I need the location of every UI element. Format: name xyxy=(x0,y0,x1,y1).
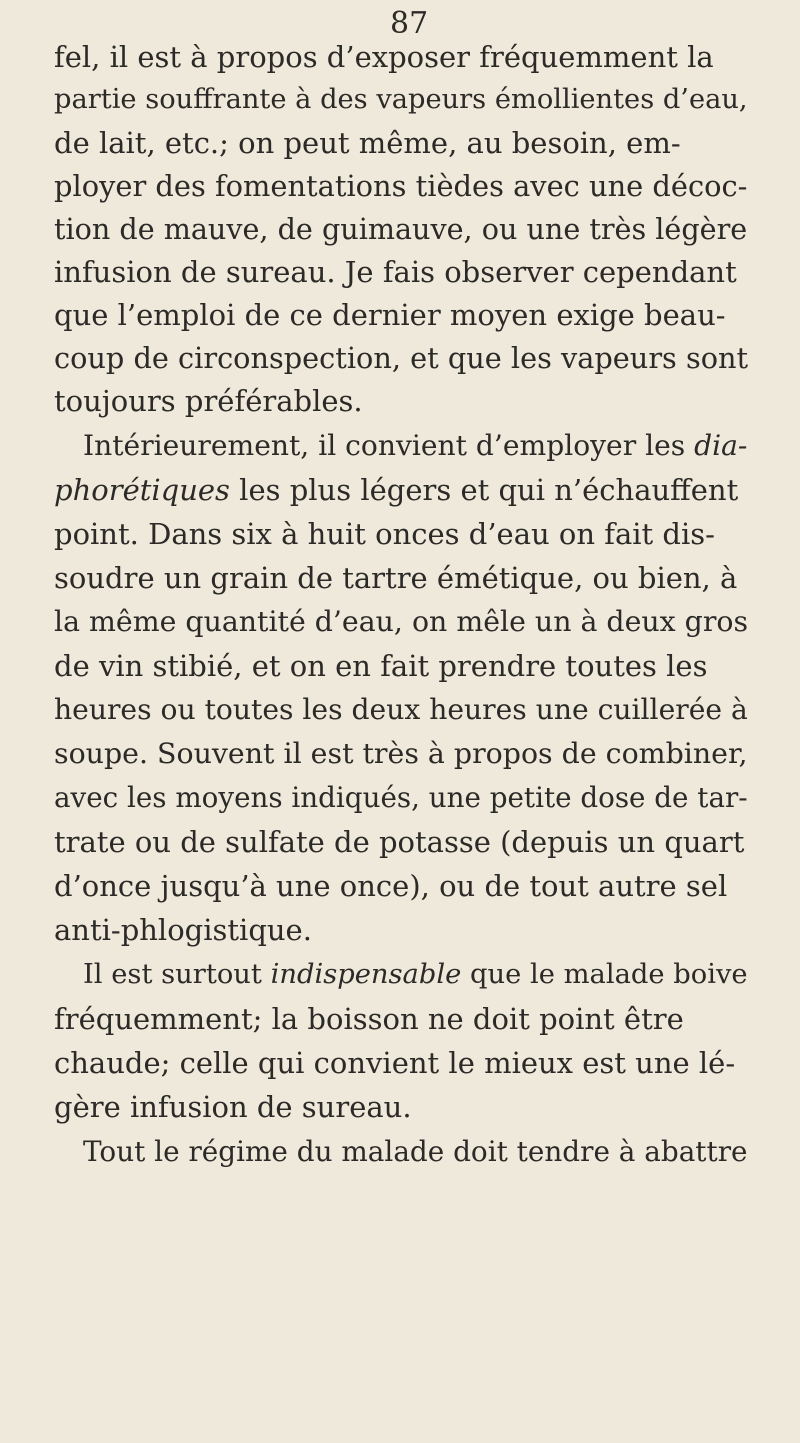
text-run: Intérieurement, il convient d’employer les xyxy=(83,429,695,462)
text-line: toujours préférables. xyxy=(54,384,363,418)
text-line: anti-phlogistique. xyxy=(54,913,312,947)
text-line: de lait, etc.; on peut même, au besoin, em- xyxy=(54,126,681,160)
text-line: soupe. Souvent il est très à propos de combiner, xyxy=(54,737,748,770)
text-line: fréquemment; la boisson ne doit point être xyxy=(54,1002,684,1036)
text-line: heures ou toutes les deux heures une cuillerée à xyxy=(54,693,748,726)
text-line: avec les moyens indiqués, une petite dose de tar- xyxy=(54,781,748,814)
text-line: soudre un grain de tartre émétique, ou bien, à xyxy=(54,561,738,595)
text-line: point. Dans six à huit onces d’eau on fait dis- xyxy=(54,517,715,551)
text-line: chaude; celle qui convient le mieux est une lé- xyxy=(54,1046,736,1080)
text-line: partie souffrante à des vapeurs émollientes d’eau, xyxy=(54,84,748,115)
italic-term: indispensable xyxy=(270,959,462,990)
text-line: la même quantité d’eau, on mêle un à deux gros xyxy=(54,605,749,638)
italic-term: dia- xyxy=(694,429,748,462)
text-run: Il est surtout xyxy=(83,959,271,990)
page-number: 87 xyxy=(390,6,429,41)
text-line xyxy=(83,429,748,462)
text-line: tion de mauve, de guimauve, ou une très légère xyxy=(54,212,748,246)
text-line: gère infusion de sureau. xyxy=(54,1090,412,1124)
text-line: infusion de sureau. Je fais observer cependant xyxy=(54,255,737,289)
text-line: fel, il est à propos d’exposer fréquemment la xyxy=(54,40,714,74)
text-line: trate ou de sulfate de potasse (depuis un quart xyxy=(54,825,745,859)
italic-term: phorétiques xyxy=(54,473,230,507)
text-run: les plus légers et qui n’échauffent xyxy=(229,473,739,507)
text-line: de vin stibié, et on en fait prendre toutes les xyxy=(54,649,708,683)
text-line: que l’emploi de ce dernier moyen exige beau- xyxy=(54,298,726,332)
text-line: Tout le régime du malade doit tendre à abattre xyxy=(83,1135,748,1168)
text-line: coup de circonspection, et que les vapeurs sont xyxy=(54,341,749,375)
text-line xyxy=(83,961,748,988)
text-run: que le malade boive xyxy=(461,959,748,990)
text-line xyxy=(54,473,739,507)
text-line: d’once jusqu’à une once), ou de tout autre sel xyxy=(54,869,728,903)
text-line: ployer des fomentations tièdes avec une décoc- xyxy=(54,169,748,203)
